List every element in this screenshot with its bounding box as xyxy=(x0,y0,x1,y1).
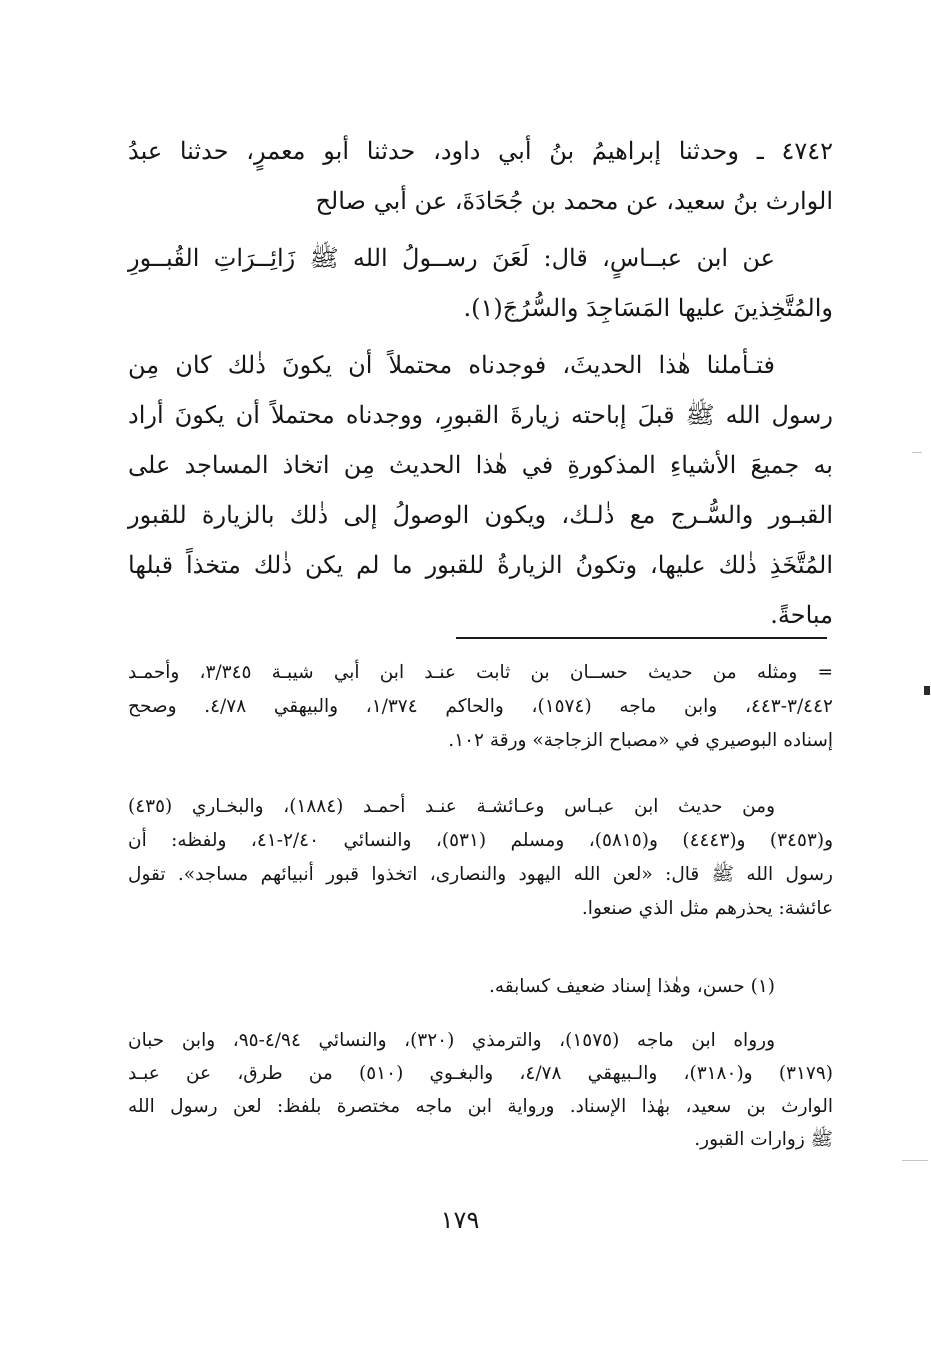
footnote-continued xyxy=(128,656,833,758)
page-number: ١٧٩ xyxy=(440,1206,480,1234)
footnote-line: ومن حديث ابن عبـاس وعـائشـة عنـد أحمـد (١٨٨٤)، والبخـاري (٤٣٥) xyxy=(128,796,776,817)
text-line: رسول الله ﷺ قبلَ إباحته زيارةَ القبورِ، ووجدناه محتملاً أن يكونَ أراد xyxy=(128,401,833,429)
footnote-line: ﷺ زوارات القبور. xyxy=(694,1129,833,1150)
footnote-line: (٣١٧٩) و(٣١٨٠)، والـبيهقي ٤/٧٨، والبغـوي (٥١٠) من طرق، عن عبـد xyxy=(128,1063,834,1084)
footnote-line: إسناده البوصيري في «مصباح الزجاجة» ورقة ١٠٢. xyxy=(448,730,833,751)
scan-speck xyxy=(902,1160,928,1161)
scan-speck xyxy=(912,452,922,453)
footnote-line: ٣/٤٤٢-٤٤٣، وابن ماجه (١٥٧٤)، والحاكم ١/٣٧٤، والبيهقي ٤/٧٨. وصحح xyxy=(128,696,833,717)
text-line: ٤٧٤٢ ـ وحدثنا إبراهيمُ بنُ أبي داود، حدثنا أبو معمرٍ، حدثنا عبدُ xyxy=(128,137,833,165)
footnote-second-paragraph xyxy=(128,790,833,926)
scan-edge-mark xyxy=(924,686,930,695)
footnote-line: عائشة: يحذرهم مثل الذي صنعوا. xyxy=(581,898,833,919)
text-line: الوارث بنُ سعيد، عن محمد بن جُحَادَةَ، عن أبي صالح xyxy=(315,187,833,215)
text-line: مباحةً. xyxy=(770,601,833,629)
footnote-1 xyxy=(128,970,833,1004)
text-line: القبـور والسُّـرج مع ذٰلـك، ويكون الوصولُ إلى ذٰلك بالزيارة للقبور xyxy=(128,501,833,529)
footnote-line: رسول الله ﷺ قال: «لعن الله اليهود والنصارى، اتخذوا قبور أنبيائهم مساجد». تقول xyxy=(128,864,833,885)
footnote-line: ورواه ابن ماجه (١٥٧٥)، والترمذي (٣٢٠)، والنسائي ٤/٩٤-٩٥، وابن حبان xyxy=(128,1030,775,1051)
commentary-paragraph xyxy=(128,340,833,640)
footnote-line: و(٣٤٥٣) و(٤٤٤٣) و(٥٨١٥)، ومسلم (٥٣١)، والنسائي ٢/٤٠-٤١، ولفظه: أن xyxy=(128,830,834,851)
text-line: المُتَّخَذِ ذٰلك عليها، وتكونُ الزيارةُ للقبور ما لم يكن ذٰلك متخذاً قبلها xyxy=(128,551,833,579)
footnote-line: = ومثله من حديث حســان بن ثابت عنـد ابن أبي شيبـة ٣/٣٤٥، وأحمـد xyxy=(128,662,834,683)
footnote-line: الوارث بن سعيد، بهٰذا الإسناد. ورواية ابن ماجه مختصرة بلفظ: لعن رسول الله xyxy=(128,1096,833,1117)
text-line: والمُتَّخِذينَ عليها المَسَاجِدَ والسُّرُجَ(١). xyxy=(463,294,833,322)
footnote-1-continuation xyxy=(128,1024,833,1156)
footnote-line: (١) حسن، وهٰذا إسناد ضعيف كسابقه. xyxy=(488,976,775,997)
hadith-isnad xyxy=(128,126,833,226)
text-line: عن ابن عبــاسٍ، قال: لَعَنَ رســولُ الله ﷺ زَائِــرَاتِ القُبــورِ xyxy=(128,244,775,272)
text-line: به جميعَ الأشياءِ المذكورةِ في هٰذا الحديث مِن اتخاذ المساجد على xyxy=(128,451,833,479)
hadith-matn xyxy=(128,233,833,333)
footnote-separator xyxy=(456,637,827,639)
text-line: فتـأملنا هٰذا الحديثَ، فوجدناه محتملاً أن يكونَ ذٰلك كان مِن xyxy=(128,351,775,379)
